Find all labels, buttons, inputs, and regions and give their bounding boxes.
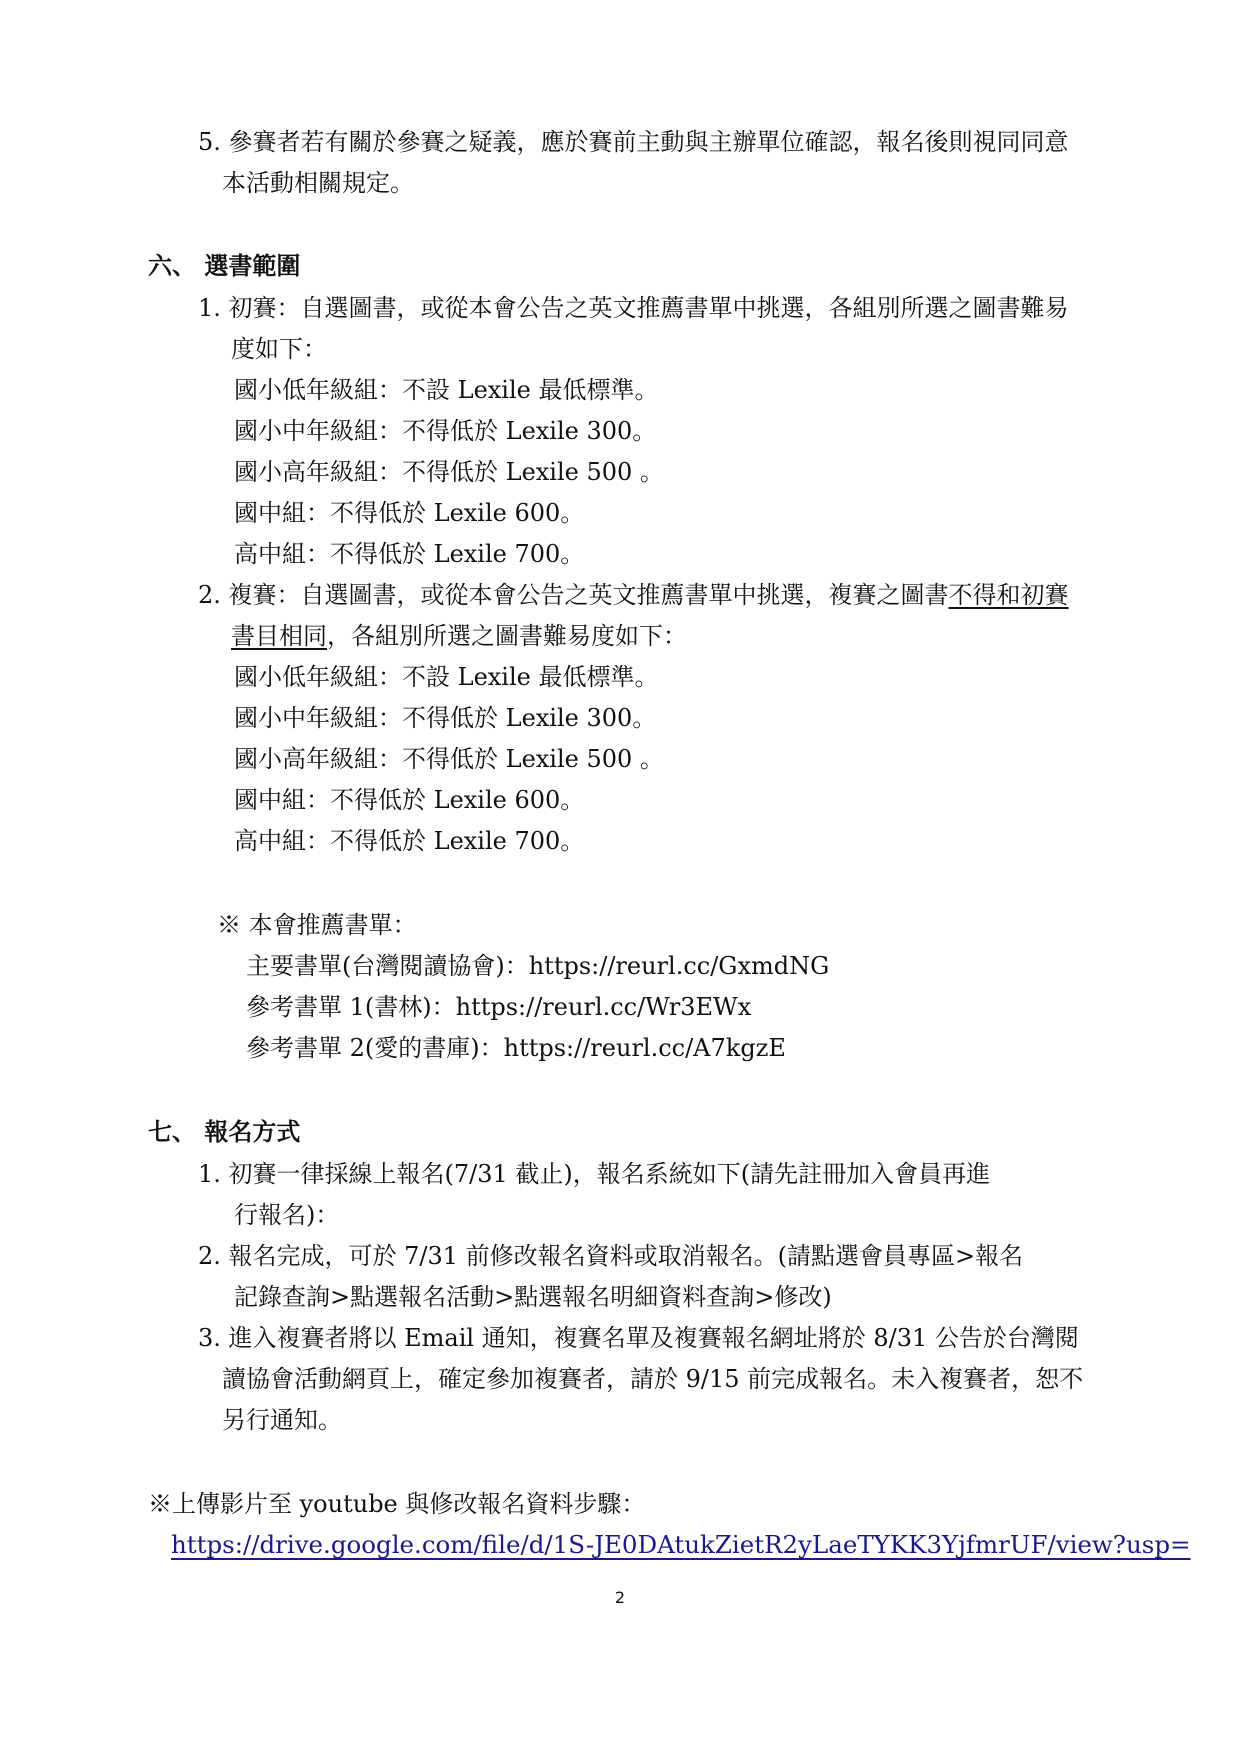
upload-guide-link[interactable]: https://drive.google.com/file/d/1S-JE0DAtukZietR2yLaeTYKK3YjfmrUF/view?usp=: [171, 1530, 1191, 1559]
item2-underlined-text: 書目相同: [231, 622, 327, 650]
item2-text: 2. 複賽：自選圖書，或從本會公告之英文推薦書單中挑選，複賽之圖書: [198, 581, 949, 609]
rule-5-line1: 5. 參賽者若有關於參賽之疑義，應於賽前主動與主辦單位確認，報名後則視同同意: [198, 128, 1069, 156]
level-item: 國小低年級組：不設 Lexile 最低標準。: [234, 376, 659, 404]
section-6-item2-line2: [231, 621, 687, 651]
registration-item-3-line3: 另行通知。: [222, 1406, 342, 1434]
level-item: 高中組：不得低於 Lexile 700。: [234, 827, 585, 855]
booklist-entry: 主要書單(台灣閱讀協會)：https://reurl.cc/GxmdNG: [246, 952, 830, 980]
registration-item-3-line2: 讀協會活動網頁上，確定參加複賽者，請於 9/15 前完成報名。未入複賽者，恕不: [222, 1365, 1084, 1393]
level-item: 國中組：不得低於 Lexile 600。: [234, 499, 585, 527]
item2-text: ，各組別所選之圖書難易度如下：: [327, 622, 687, 650]
registration-item-2-line1: 2. 報名完成，可於 7/31 前修改報名資料或取消報名。(請點選會員專區>報名: [198, 1242, 1024, 1270]
level-item: 國小中年級組：不得低於 Lexile 300。: [234, 704, 657, 732]
page-number: 2: [614, 1588, 626, 1607]
level-item: 高中組：不得低於 Lexile 700。: [234, 540, 585, 568]
booklist-title: ※ 本會推薦書單：: [217, 911, 417, 939]
level-item: 國小中年級組：不得低於 Lexile 300。: [234, 417, 657, 445]
section-6-heading: 六、 選書範圍: [148, 251, 301, 280]
level-item: 國小高年級組：不得低於 Lexile 500 。: [234, 458, 664, 486]
registration-item-1-line2: 行報名)：: [234, 1201, 340, 1229]
section-6-item2-line1: [198, 580, 1069, 610]
booklist-entry: 參考書單 2(愛的書庫)：https://reurl.cc/A7kgzE: [246, 1034, 786, 1062]
booklist-entry: 參考書單 1(書林)：https://reurl.cc/Wr3EWx: [246, 993, 752, 1021]
section-6-item1-line1: 1. 初賽：自選圖書，或從本會公告之英文推薦書單中挑選，各組別所選之圖書難易: [198, 294, 1069, 322]
section-7-heading: 七、 報名方式: [148, 1117, 301, 1146]
rule-5-line2: 本活動相關規定。: [222, 169, 414, 197]
level-item: 國中組：不得低於 Lexile 600。: [234, 786, 585, 814]
registration-item-1-line1: 1. 初賽一律採線上報名(7/31 截止)，報名系統如下(請先註冊加入會員再進: [198, 1160, 991, 1188]
registration-item-3-line1: 3. 進入複賽者將以 Email 通知，複賽名單及複賽報名網址將於 8/31 公告於台灣閱: [198, 1324, 1079, 1352]
section-6-item1-line2: 度如下：: [231, 335, 327, 363]
registration-item-2-line2: 記錄查詢>點選報名活動>點選報名明細資料查詢>修改): [234, 1283, 832, 1311]
upload-note: ※上傳影片至 youtube 與修改報名資料步驟：: [148, 1490, 646, 1518]
level-item: 國小低年級組：不設 Lexile 最低標準。: [234, 663, 659, 691]
item2-underlined-text: 不得和初賽: [948, 581, 1069, 609]
level-item: 國小高年級組：不得低於 Lexile 500 。: [234, 745, 664, 773]
